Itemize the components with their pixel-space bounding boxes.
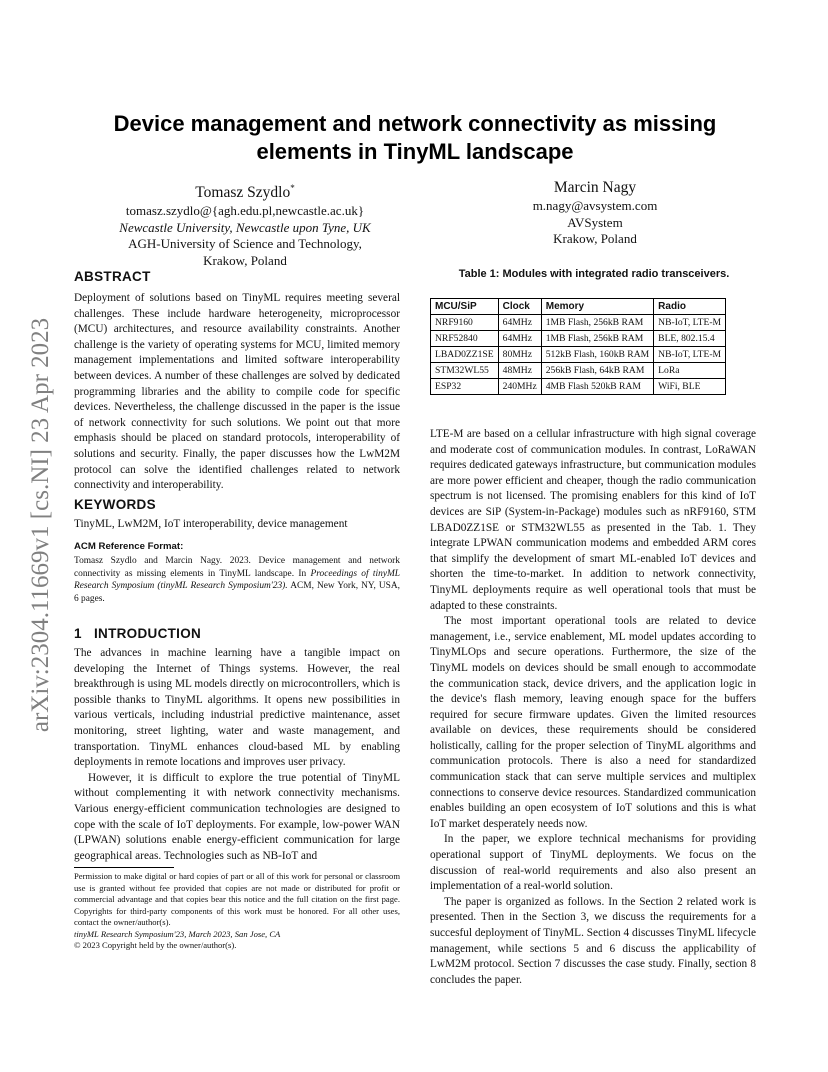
copyright-notice: © 2023 Copyright held by the owner/author(s). bbox=[74, 940, 237, 950]
table-header-cell: Memory bbox=[541, 299, 653, 315]
author-affiliation-2b: Krakow, Poland bbox=[553, 231, 637, 246]
keywords-text: TinyML, LwM2M, IoT interoperability, device management bbox=[74, 518, 348, 530]
table-cell: 4MB Flash 520kB RAM bbox=[541, 379, 653, 395]
author-block-1 bbox=[100, 178, 390, 269]
acm-reference-venue: Proceedings of tinyML Research Symposium (tinyML Research Symposium'23). bbox=[74, 568, 400, 592]
section-title: INTRODUCTION bbox=[93, 626, 202, 641]
body-paragraph-1: LTE-M are based on a cellular infrastructure with high signal coverage and moderate cost of communication modules. In contrast, LoRaWAN requires dedicated gateways infrastructure, but communication modules are more power efficient and cheaper, though the radio communication spectrum is not licensed. The promising enablers for this kind of IoT devices are SiP (System-in-Package) modules such as nRF9160, STM LBAD0ZZ1SE or STM32WL55 as presented in the Tab. 1. They integrate LPWAN communication modems and embedded ARM cores that simplify the development of smart ML-enabled IoT devices and shorten the time-to-market. In addition to network connectivity, TinyML deployments require as well operational tools that must be adapted to these constraints. bbox=[430, 428, 756, 612]
acm-reference-publisher: ACM, New York, NY, USA, 6 pages. bbox=[74, 581, 401, 604]
abstract-paragraph: Deployment of solutions based on TinyML requires meeting several challenges. These include hardware heterogeneity, microprocessor (MCU) architectures, and resource availability constraints. Another challenge is the variety of operating systems for MCU, limited memory management implementations and limited software interoperability between devices. A number of these challenges are solved by dedicated programming libraries and the ability to compile code for specific devices. Nevertheless, the challenge discussed in the paper is the issue of network connectivity for such solutions. We point out that more emphasis should be placed on standard protocols, interoperability of solutions and security. Finally, the paper discusses how the LwM2M protocol can solve the identified challenges related to network connectivity and interoperability. bbox=[74, 292, 400, 492]
table-header-cell: MCU/SiP bbox=[431, 299, 499, 315]
table-cell: ESP32 bbox=[431, 379, 499, 395]
table-cell: 64MHz bbox=[498, 331, 541, 347]
table-cell: LBAD0ZZ1SE bbox=[431, 347, 499, 363]
author-name-2: Marcin Nagy bbox=[553, 179, 637, 196]
footnote-rule bbox=[74, 867, 174, 868]
body-paragraph-3: In the paper, we explore technical mechanisms for providing operational support of TinyML deployments. We focus on the discussion of real-world requirements and also also present an implementation of a real-world solution. bbox=[430, 833, 756, 893]
author-email-2: m.nagy@avsystem.com bbox=[532, 198, 658, 213]
intro-paragraph-2: However, it is difficult to explore the true potential of TinyML without complementing it with network connectivity mechanisms. Various energy-efficient communication technologies are designed to cope with the scale of IoT deployments. For example, low-power WAN (LPWAN) solutions enable energy-efficient communication for large geographical areas. Technologies such as NB-IoT and bbox=[74, 771, 400, 862]
table-cell: WiFi, BLE bbox=[654, 379, 726, 395]
table-row bbox=[431, 363, 726, 379]
introduction-heading bbox=[74, 626, 201, 641]
author-block-2 bbox=[450, 178, 740, 248]
intro-paragraph-1: The advances in machine learning have a tangible impact on developing the Internet of Things systems. However, the real breakthrough is using ML models directly on microcontrollers, which is possible thanks to TinyML algorithms. It opens new possibilities in various verticals, including industrial predictive maintenance, asset monitoring, street lighting, water and waste management, and transportation. TinyML enhances cloud-based ML by enabling deployments in remote locations and improves user privacy. bbox=[74, 647, 400, 769]
right-column-body bbox=[430, 427, 756, 988]
table-cell: 80MHz bbox=[498, 347, 541, 363]
table-cell: NB-IoT, LTE-M bbox=[654, 315, 726, 331]
table-header-cell: Radio bbox=[654, 299, 726, 315]
table-row bbox=[431, 331, 726, 347]
footnote-venue: tinyML Research Symposium'23, March 2023, San Jose, CA bbox=[74, 928, 281, 939]
table-header-cell: Clock bbox=[498, 299, 541, 315]
author-name-1: Tomasz Szydlo* bbox=[195, 183, 295, 202]
table-header-row bbox=[431, 299, 726, 315]
table-cell: 1MB Flash, 256kB RAM bbox=[541, 315, 653, 331]
body-paragraph-2: The most important operational tools are related to device management, i.e., service enablement, ML model updates according to TinyMLOps and secure operations. Furthermore, the size of the TinyML models on devices should be small enough to accommodate the communication stack, device drivers, and the application logic in the device's flash memory, leaving enough space for the buffers required for secure firmware updates. Given the limited resources available on devices, these requirements should be considered holistically, calling for the proper selection of TinyML algorithms and communication protocols. There is also a need for standardized communication stack that can serve multiple services and multiplex connections to conserve device resources. Standardized communication enables building an open ecosystem of IoT solutions and this is what IoT market desperately needs now. bbox=[430, 615, 756, 830]
table-cell: 1MB Flash, 256kB RAM bbox=[541, 331, 653, 347]
abstract-heading: ABSTRACT bbox=[74, 269, 151, 284]
acm-reference-authors: Tomasz Szydlo and Marcin Nagy. 2023. Device management and network connectivity as missing elements in TinyML landscape. In bbox=[74, 556, 400, 579]
acm-reference-text bbox=[74, 555, 400, 605]
footnote bbox=[74, 871, 400, 952]
modules-table bbox=[430, 298, 726, 395]
abstract-text bbox=[74, 291, 400, 494]
author-affiliation-1c: Krakow, Poland bbox=[203, 252, 287, 268]
arxiv-stamp: arXiv:2304.11669v1 [cs.NI] 23 Apr 2023 bbox=[27, 317, 54, 733]
author-email-1: tomasz.szydlo@{agh.edu.pl,newcastle.ac.uk} bbox=[125, 203, 365, 219]
table-cell: BLE, 802.15.4 bbox=[654, 331, 726, 347]
keywords-heading: KEYWORDS bbox=[74, 497, 156, 512]
table-caption: Table 1: Modules with integrated radio transceivers. bbox=[458, 268, 730, 280]
table-row bbox=[431, 315, 726, 331]
body-paragraph-4: The paper is organized as follows. In the Section 2 related work is presented. Then in the Section 3, we discuss the requirements for a succesful deployment of TinyML. Section 4 discusses TinyML lifecycle management, while sections 5 and 6 discuss the applicability of LwM2M protocol. Section 7 discusses the case study. Finally, section 8 concludes the paper. bbox=[430, 895, 756, 986]
table-cell: STM32WL55 bbox=[431, 363, 499, 379]
table-cell: LoRa bbox=[654, 363, 726, 379]
table-cell: 256kB Flash, 64kB RAM bbox=[541, 363, 653, 379]
permission-notice: Permission to make digital or hard copies of part or all of this work for personal or classroom use is granted without fee provided that copies are not made or distributed for profit or commercial advantage and that copies bear this notice and the full citation on the first page. Copyrights for third-party components of this work must be honored. For all other uses, contact the owner/author(s). bbox=[74, 871, 400, 927]
section-number: 1 bbox=[74, 626, 82, 641]
table-row bbox=[431, 347, 726, 363]
author-affiliation-1b: AGH-University of Science and Technology, bbox=[128, 236, 362, 252]
author-affiliation-2a: AVSystem bbox=[567, 214, 623, 230]
table-cell: NRF9160 bbox=[431, 315, 499, 331]
table-cell: NB-IoT, LTE-M bbox=[654, 347, 726, 363]
introduction-body bbox=[74, 646, 400, 864]
table-cell: 64MHz bbox=[498, 315, 541, 331]
table-cell: 48MHz bbox=[498, 363, 541, 379]
acm-reference-heading: ACM Reference Format: bbox=[74, 541, 184, 552]
author-affiliation-1a: Newcastle University, Newcastle upon Tyne, UK bbox=[119, 219, 371, 235]
table-row bbox=[431, 379, 726, 395]
table-cell: NRF52840 bbox=[431, 331, 499, 347]
table-cell: 240MHz bbox=[498, 379, 541, 395]
paper-title: Device management and network connectivity as missing elements in TinyML landscape bbox=[113, 111, 717, 164]
table-cell: 512kB Flash, 160kB RAM bbox=[541, 347, 653, 363]
